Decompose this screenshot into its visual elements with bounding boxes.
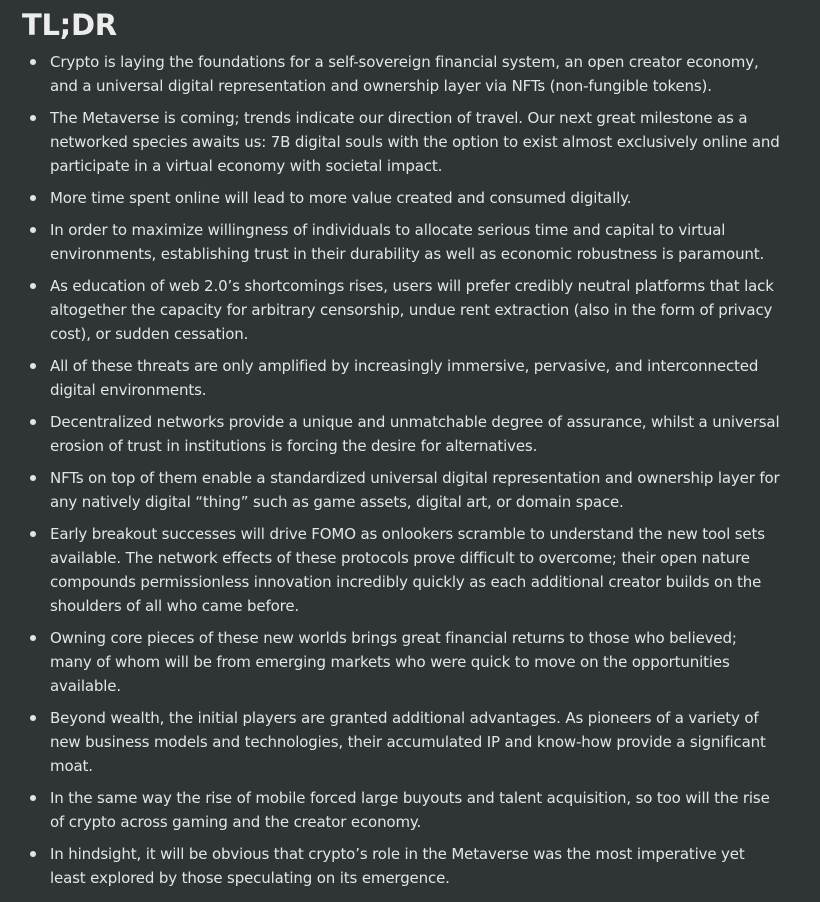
bullet-dot-icon — [30, 419, 36, 425]
bullet-list — [0, 50, 820, 890]
list-item-text: Owning core pieces of these new worlds brings great financial returns to those who believed; many of whom will be from emerging markets who were quick to move on the opportunities available. — [50, 629, 737, 695]
bullet-dot-icon — [30, 715, 36, 721]
bullet-dot-icon — [30, 851, 36, 857]
bullet-dot-icon — [30, 795, 36, 801]
list-item-text: More time spent online will lead to more value created and consumed digitally. — [50, 189, 632, 207]
list-item — [0, 522, 820, 618]
list-item — [0, 706, 820, 778]
bullet-dot-icon — [30, 531, 36, 537]
bullet-dot-icon — [30, 227, 36, 233]
list-item-text: Decentralized networks provide a unique and unmatchable degree of assurance, whilst a universal erosion of trust in institutions is forcing the desire for alternatives. — [50, 413, 780, 455]
bullet-dot-icon — [30, 635, 36, 641]
page-title: TL;DR — [22, 8, 117, 42]
list-item — [0, 274, 820, 346]
list-item-text: In hindsight, it will be obvious that crypto’s role in the Metaverse was the most imperative yet least explored by those speculating on its emergence. — [50, 845, 745, 887]
bullet-dot-icon — [30, 115, 36, 121]
list-item — [0, 186, 820, 210]
list-item-text: As education of web 2.0’s shortcomings rises, users will prefer credibly neutral platforms that lack altogether the capacity for arbitrary censorship, undue rent extraction (also in the form of privacy cost), or sudden cessation. — [50, 277, 774, 343]
list-item-text: In order to maximize willingness of individuals to allocate serious time and capital to virtual environments, establishing trust in their durability as well as economic robustness is paramount. — [50, 221, 765, 263]
list-item-text: In the same way the rise of mobile forced large buyouts and talent acquisition, so too will the rise of crypto across gaming and the creator economy. — [50, 789, 770, 831]
bullet-dot-icon — [30, 195, 36, 201]
list-item — [0, 786, 820, 834]
bullet-dot-icon — [30, 59, 36, 65]
bullet-dot-icon — [30, 475, 36, 481]
list-item — [0, 354, 820, 402]
list-item-text: Beyond wealth, the initial players are granted additional advantages. As pioneers of a variety of new business models and technologies, their accumulated IP and know-how provide a significant moat. — [50, 709, 766, 775]
list-item — [0, 218, 820, 266]
list-item-text: Crypto is laying the foundations for a self-sovereign financial system, an open creator economy, and a universal digital representation and ownership layer via NFTs (non-fungible tokens). — [50, 53, 759, 95]
list-item — [0, 106, 820, 178]
bullet-dot-icon — [30, 283, 36, 289]
list-item-text: The Metaverse is coming; trends indicate our direction of travel. Our next great milestone as a networked species awaits us: 7B digital souls with the option to exist almost exclusively online and participate in a virtual economy with societal impact. — [50, 109, 780, 175]
list-item-text: Early breakout successes will drive FOMO as onlookers scramble to understand the new tool sets available. The network effects of these protocols prove difficult to overcome; their open nature compounds permissionless innovation incredibly quickly as each additional creator builds on the shoulders of all who came before. — [50, 525, 765, 615]
list-item — [0, 50, 820, 98]
list-item — [0, 410, 820, 458]
bullet-dot-icon — [30, 363, 36, 369]
list-item — [0, 626, 820, 698]
list-item-text: All of these threats are only amplified by increasingly immersive, pervasive, and interconnected digital environments. — [50, 357, 759, 399]
list-item — [0, 466, 820, 514]
list-item-text: NFTs on top of them enable a standardized universal digital representation and ownership layer for any natively digital “thing” such as game assets, digital art, or domain space. — [50, 469, 780, 511]
list-item — [0, 842, 820, 890]
